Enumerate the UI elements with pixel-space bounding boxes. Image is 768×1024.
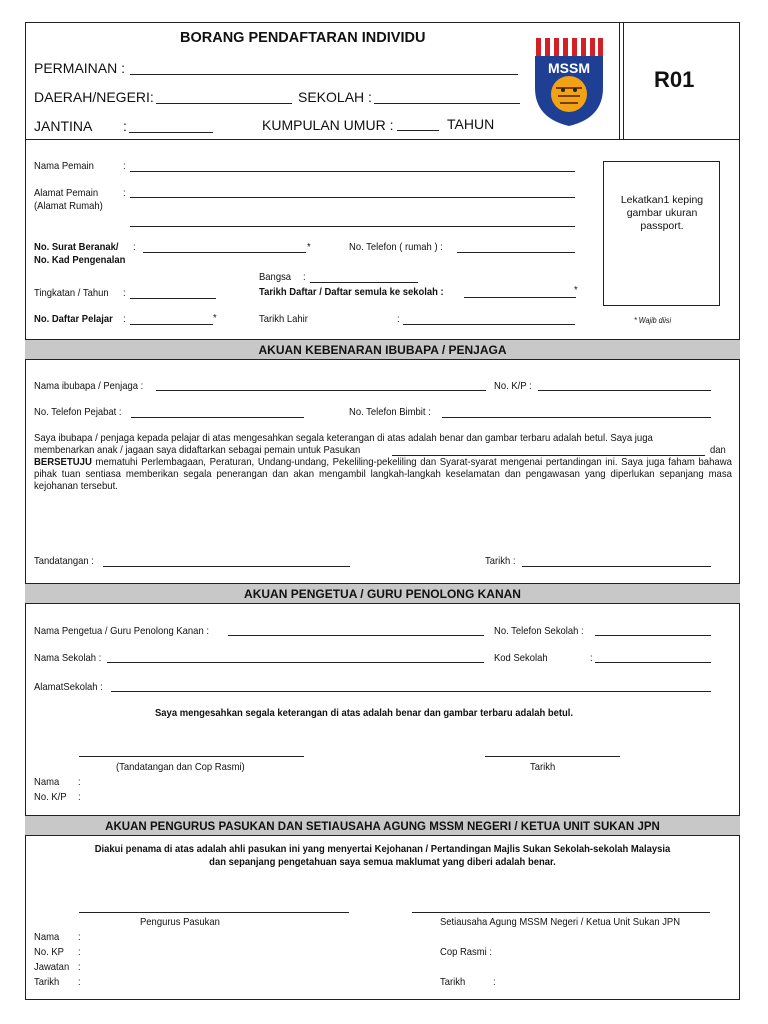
daerah-field[interactable] xyxy=(156,103,292,104)
colon: : xyxy=(303,271,306,283)
required-star: * xyxy=(574,284,578,296)
manager-tarikh-label: Tarikh xyxy=(34,976,60,988)
code-divider xyxy=(619,22,620,139)
manager-jawatan-label: Jawatan xyxy=(34,961,70,973)
telefon-pejabat-field[interactable] xyxy=(131,417,304,418)
colon: : xyxy=(78,961,81,973)
manager-nama-label: Nama xyxy=(34,931,60,943)
colon: : xyxy=(123,160,126,172)
wajib-note: * Wajib diisi xyxy=(634,316,672,325)
daftar-pelajar-label: No. Daftar Pelajar xyxy=(34,313,113,325)
kp-ibubapa-field[interactable] xyxy=(538,390,711,391)
cop-rasmi-label: Cop Rasmi : xyxy=(440,946,492,958)
tarikh-daftar-field[interactable] xyxy=(464,297,576,298)
signature-caption: (Tandatangan dan Cop Rasmi) xyxy=(116,761,245,773)
tiger-head-icon xyxy=(551,76,587,112)
tarikh-parent-field[interactable] xyxy=(522,566,711,567)
kumpulan-umur-field[interactable] xyxy=(397,130,439,131)
nama-pengetua-field[interactable] xyxy=(228,635,484,636)
mssm-logo xyxy=(534,36,604,128)
required-star: * xyxy=(213,312,217,324)
jantina-label: JANTINA xyxy=(34,118,93,134)
photo-instruction: Lekatkan1 keping gambar ukuran passport. xyxy=(620,194,704,232)
principal-confirmation: Saya mengesahkan segala keterangan di atas adalah benar dan gambar terbaru adalah betul. xyxy=(155,707,574,719)
pengurus-signature-line[interactable] xyxy=(79,912,349,913)
setiausaha-caption: Setiausaha Agung MSSM Negeri / Ketua Unit Sukan JPN xyxy=(440,916,681,928)
colon: : xyxy=(133,241,136,253)
tarikh-parent-label: Tarikh : xyxy=(485,555,516,567)
form-title: BORANG PENDAFTARAN INDIVIDU xyxy=(180,30,426,46)
tandatangan-label: Tandatangan : xyxy=(34,555,94,567)
logo-stripes xyxy=(536,38,603,56)
colon: : xyxy=(78,931,81,943)
telefon-sekolah-field[interactable] xyxy=(595,635,711,636)
colon: : xyxy=(123,287,126,299)
tarikh-lahir-field[interactable] xyxy=(403,324,575,325)
tarikh-right-label: Tarikh xyxy=(440,976,466,988)
header-divider xyxy=(25,139,740,140)
daerah-label: DAERAH/NEGERI: xyxy=(34,89,154,105)
required-star: * xyxy=(307,241,311,253)
tingkatan-label: Tingkatan / Tahun xyxy=(34,287,109,299)
manager-intro-line2: dan sepanjang pengetahuan saya semua maklumat yang diberi adalah benar. xyxy=(209,856,556,868)
alamat-pemain-field-1[interactable] xyxy=(130,197,575,198)
permainan-label: PERMAINAN : xyxy=(34,60,126,76)
kod-sekolah-field[interactable] xyxy=(595,662,711,663)
telefon-bimbit-field[interactable] xyxy=(442,417,711,418)
tahun-label: TAHUN xyxy=(447,116,495,132)
surat-beranak-field[interactable] xyxy=(143,252,306,253)
nama-sekolah-label: Nama Sekolah : xyxy=(34,652,102,664)
nama-ibubapa-label: Nama ibubapa / Penjaga : xyxy=(34,380,144,392)
principal-signature-line[interactable] xyxy=(79,756,304,757)
colon: : xyxy=(397,313,400,325)
jantina-field[interactable] xyxy=(129,132,213,133)
kp-ibubapa-label: No. K/P : xyxy=(494,380,532,392)
nama-ibubapa-field[interactable] xyxy=(156,390,486,391)
colon: : xyxy=(590,652,593,664)
nama-pengetua-label: Nama Pengetua / Guru Penolong Kanan : xyxy=(34,625,209,637)
setiausaha-signature-line[interactable] xyxy=(412,912,710,913)
sekolah-header-label: SEKOLAH : xyxy=(298,89,372,105)
colon: : xyxy=(78,776,81,788)
surat-beranak-label: No. Surat Beranak/ xyxy=(34,241,119,253)
colon: : xyxy=(78,946,81,958)
sekolah-header-field[interactable] xyxy=(374,103,520,104)
telefon-rumah-label: No. Telefon ( rumah ) : xyxy=(349,241,443,253)
telefon-sekolah-label: No. Telefon Sekolah : xyxy=(494,625,584,637)
colon: : xyxy=(78,976,81,988)
manager-intro-line1: Diakui penama di atas adalah ahli pasukan ini yang menyertai Kejohanan / Pertandingan Majlis Sukan Sekolah-sekolah Malaysia xyxy=(94,843,671,855)
alamat-sekolah-label: AlamatSekolah : xyxy=(34,681,103,693)
telefon-rumah-field[interactable] xyxy=(457,252,575,253)
alamat-pemain-field-2[interactable] xyxy=(130,226,575,227)
principal-nama-label: Nama xyxy=(34,776,60,788)
kumpulan-umur-label: KUMPULAN UMUR : xyxy=(262,117,394,133)
code-divider-inner xyxy=(623,22,624,139)
logo-text: MSSM xyxy=(548,60,590,76)
tingkatan-field[interactable] xyxy=(130,298,216,299)
tarikh-caption: Tarikh xyxy=(530,761,556,773)
principal-kp-label: No. K/P xyxy=(34,791,67,803)
daftar-pelajar-field[interactable] xyxy=(130,324,213,325)
tarikh-lahir-label: Tarikh Lahir xyxy=(259,313,308,325)
alamat-pemain-label: Alamat Pemain xyxy=(34,187,99,199)
nama-pemain-field[interactable] xyxy=(130,171,575,172)
telefon-pejabat-label: No. Telefon Pejabat : xyxy=(34,406,122,418)
parent-section-heading: AKUAN KEBENARAN IBUBAPA / PENJAGA xyxy=(25,339,740,360)
kad-pengenalan-label: No. Kad Pengenalan xyxy=(34,254,126,266)
tarikh-daftar-label: Tarikh Daftar / Daftar semula ke sekolah : xyxy=(259,286,444,298)
manager-intro xyxy=(25,843,740,869)
manager-kp-label: No. KP xyxy=(34,946,64,958)
nama-pemain-label: Nama Pemain xyxy=(34,160,94,172)
principal-date-line[interactable] xyxy=(485,756,620,757)
bersetuju-text: BERSETUJU xyxy=(34,456,92,468)
parent-declaration-line2: membenarkan anak / jagaan saya didaftarkan sebagai pemain untuk Pasukan xyxy=(34,444,361,456)
permainan-field[interactable] xyxy=(130,74,518,75)
bangsa-label: Bangsa xyxy=(259,271,292,283)
parent-declaration-dan: dan xyxy=(710,444,726,456)
colon: : xyxy=(123,187,126,199)
manager-section-heading: AKUAN PENGURUS PASUKAN DAN SETIAUSAHA AGUNG MSSM NEGERI / KETUA UNIT SUKAN JPN xyxy=(25,815,740,836)
principal-section-heading: AKUAN PENGETUA / GURU PENOLONG KANAN xyxy=(25,583,740,604)
telefon-bimbit-label: No. Telefon Bimbit : xyxy=(349,406,431,418)
photo-box[interactable] xyxy=(603,161,720,306)
colon: : xyxy=(123,313,126,325)
alamat-rumah-label: (Alamat Rumah) xyxy=(34,200,103,212)
parent-declaration-rest: mematuhi Perlembagaan, Peraturan, Undang-undang, Pekeliling-pekeliling dan Syarat-syarat mengenai pertandingan ini. Saya juga faham bahawa pihak tuan sentiasa memberikan segala penerangan dan akan mengambil langkah-langkah keselamatan dan pengawasan yang diperlukan sepanjang masa kejohanan tersebut. xyxy=(34,456,732,492)
tandatangan-field[interactable] xyxy=(103,566,350,567)
colon: : xyxy=(78,791,81,803)
jantina-colon: : xyxy=(123,118,127,134)
parent-declaration-line1: Saya ibubapa / penjaga kepada pelajar di atas mengesahkan segala keterangan di atas adalah benar dan gambar terbaru adalah betul. Saya juga xyxy=(34,432,653,444)
pengurus-caption: Pengurus Pasukan xyxy=(140,916,220,928)
alamat-sekolah-field[interactable] xyxy=(111,691,711,692)
form-code: R01 xyxy=(654,67,695,92)
kod-sekolah-label: Kod Sekolah xyxy=(494,652,548,664)
nama-sekolah-field[interactable] xyxy=(107,662,484,663)
parent-declaration-body xyxy=(34,456,732,492)
colon: : xyxy=(493,976,496,988)
bangsa-field[interactable] xyxy=(310,282,418,283)
